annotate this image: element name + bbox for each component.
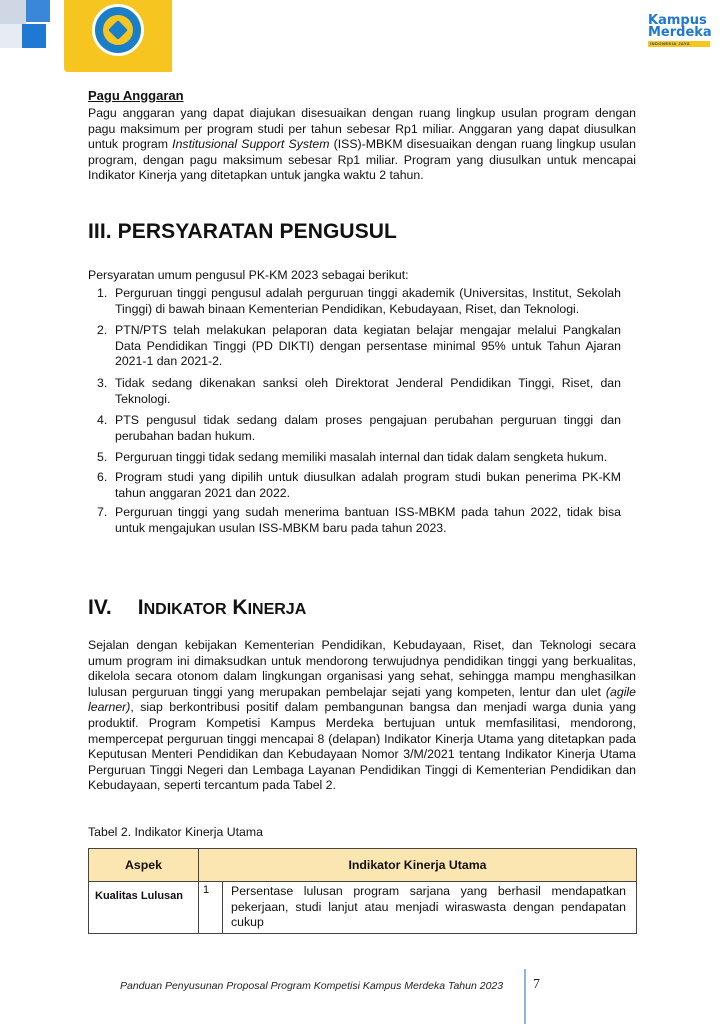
pagu-text-italic: Institusional Support System xyxy=(172,137,330,152)
emblem-center xyxy=(103,15,133,45)
section-3-intro: Persyaratan umum pengusul PK-KM 2023 sebagai berikut: xyxy=(88,268,409,282)
pagu-anggaran-title: Pagu Anggaran xyxy=(88,88,184,103)
requirements-list xyxy=(97,286,621,536)
cell-indikator: Persentase lulusan program sarjana yang berhasil mendapatkan pekerjaan, studi lanjut atau menjadi wiraswasta dengan pendapatan cukup xyxy=(223,882,637,934)
tut-wuri-handayani-emblem-icon xyxy=(92,4,144,56)
section-4-initial-1: I xyxy=(137,596,144,619)
header-indikator: Indikator Kinerja Utama xyxy=(199,849,637,882)
km-logo-line2: Merdeka xyxy=(648,25,712,40)
list-item-text: Program studi yang dipilih untuk diusulkan adalah program studi bukan penerima PK-KM tahun anggaran 2021 dan 2022. xyxy=(115,469,621,500)
kampus-merdeka-logo xyxy=(648,14,714,47)
list-item xyxy=(97,413,621,444)
section-4-paragraph xyxy=(88,638,636,794)
cell-number: 1 xyxy=(199,882,223,934)
section-3-heading: III. PERSYARATAN PENGUSUL xyxy=(88,220,397,243)
section-4-heading xyxy=(88,596,306,620)
pagu-anggaran-section xyxy=(88,88,636,184)
table-row xyxy=(89,882,637,934)
header-decor-square xyxy=(0,0,26,24)
indikator-kinerja-table xyxy=(88,848,637,934)
section-4-number: IV. xyxy=(88,596,112,619)
list-item-text: Perguruan tinggi pengusul adalah perguruan tinggi akademik (Universitas, Institut, Sekolah Tinggi) di bawah binaan Kementerian Pendidikan, Kebudayaan, Riset, dan Teknologi. xyxy=(115,286,621,316)
list-item-text: PTS pengusul tidak sedang dalam proses pengajuan perubahan perguruan tinggi dan perubahan badan hukum. xyxy=(115,413,621,443)
list-item-number: 5. xyxy=(97,450,108,465)
pagu-text-1: Pagu anggaran yang dapat diajukan disesuaikan dengan ruang lingkup usulan program dengan pagu maksimum per program studi per tahun sebesar Rp1 miliar. Anggaran yang dapat diusulkan untuk program xyxy=(88,106,636,152)
page-number: 7 xyxy=(533,977,540,992)
km-logo-line1: Kampus xyxy=(648,13,707,28)
section-4-text-1: Sejalan dengan kebijakan Kementerian Pendidikan, Kebudayaan, Riset, dan Teknologi secara umum program ini dimaksudkan untuk mendorong terwujudnya pendidikan tinggi yang berkualitas, dikelola secara otonom dalam lingkungan organisasi yang sehat, sehingga mampu menghasilkan lulusan perguruan tinggi yang merupakan pembelajar sejati yang kompeten, lentur dan ulet xyxy=(88,638,636,699)
km-logo-line3: INDONESIA JAYA xyxy=(648,41,710,47)
list-item-text: Perguruan tinggi tidak sedang memiliki masalah internal dan tidak dalam sengketa hukum. xyxy=(115,450,608,465)
section-4-text-2: , siap berkontribusi positif dalam pembangunan bangsa dan menjadi warga dunia yang produktif. Program Kompetisi Kampus Merdeka bertujuan untuk memfasilitasi, mendorong, mempercepat perguruan tinggi mencapai 8 (delapan) Indikator Kinerja Utama yang ditetapkan pada Keputusan Menteri Pendidikan dan Kebudayaan Nomor 3/M/2021 tentang Indikator Kinerja Utama Perguruan Tinggi Negeri dan Lembaga Layanan Pendidikan Tinggi di Kementerian Pendidikan dan Kebudayaan, seperti tercantum pada Tabel 2. xyxy=(88,700,636,793)
table-header-row xyxy=(89,849,637,882)
footer-text: Panduan Penyusunan Proposal Program Kompetisi Kampus Merdeka Tahun 2023 xyxy=(120,980,504,992)
pagu-text-2: (ISS)-MBKM disesuaikan dengan ruang lingkup usulan program, dengan pagu maksimum sebesar Rp1 miliar. Program yang diusulkan untuk mencapai Indikator Kinerja yang ditetapkan untuk jangka waktu 2 tahun. xyxy=(88,137,636,183)
list-item xyxy=(97,505,621,536)
section-4-initial-2: K xyxy=(232,596,248,619)
list-item-number: 3. xyxy=(97,375,108,390)
header-decor-square xyxy=(22,24,46,48)
header-aspek: Aspek xyxy=(89,849,199,882)
section-4-word-1: NDIKATOR xyxy=(143,601,227,618)
list-item-number: 6. xyxy=(97,469,108,484)
section-4-text-italic: (agile learner) xyxy=(88,684,636,715)
header-decor-square xyxy=(26,0,50,22)
list-item-number: 2. xyxy=(97,323,108,338)
list-item-number: 4. xyxy=(97,413,108,428)
footer-divider xyxy=(524,969,526,1024)
list-item-text: PTN/PTS telah melakukan pelaporan data kegiatan belajar mengajar melalui Pangkalan Data Pendidikan Tinggi (PD DIKTI) dengan persentase minimal 95% untuk Tahun Ajaran 2021-1 dan 2021-2. xyxy=(115,323,621,369)
list-item xyxy=(97,323,621,370)
list-item xyxy=(97,470,621,501)
header-decor-square xyxy=(0,24,22,48)
pagu-anggaran-paragraph xyxy=(88,106,636,184)
list-item xyxy=(97,286,621,317)
list-item xyxy=(97,450,621,466)
list-item-number: 7. xyxy=(97,505,108,520)
table-caption: Tabel 2. Indikator Kinerja Utama xyxy=(88,825,263,839)
list-item-number: 1. xyxy=(97,286,108,300)
cell-aspek: Kualitas Lulusan xyxy=(89,882,199,934)
section-4-word-2: INERJA xyxy=(247,601,307,618)
list-item-text: Perguruan tinggi yang sudah menerima bantuan ISS-MBKM pada tahun 2022, tidak bisa untuk mengajukan usulan ISS-MBKM baru pada tahun 2023. xyxy=(115,505,621,535)
list-item xyxy=(97,376,621,407)
list-item-text: Tidak sedang dikenakan sanksi oleh Direktorat Jenderal Pendidikan Tinggi, Riset, dan Teknologi. xyxy=(115,375,621,406)
